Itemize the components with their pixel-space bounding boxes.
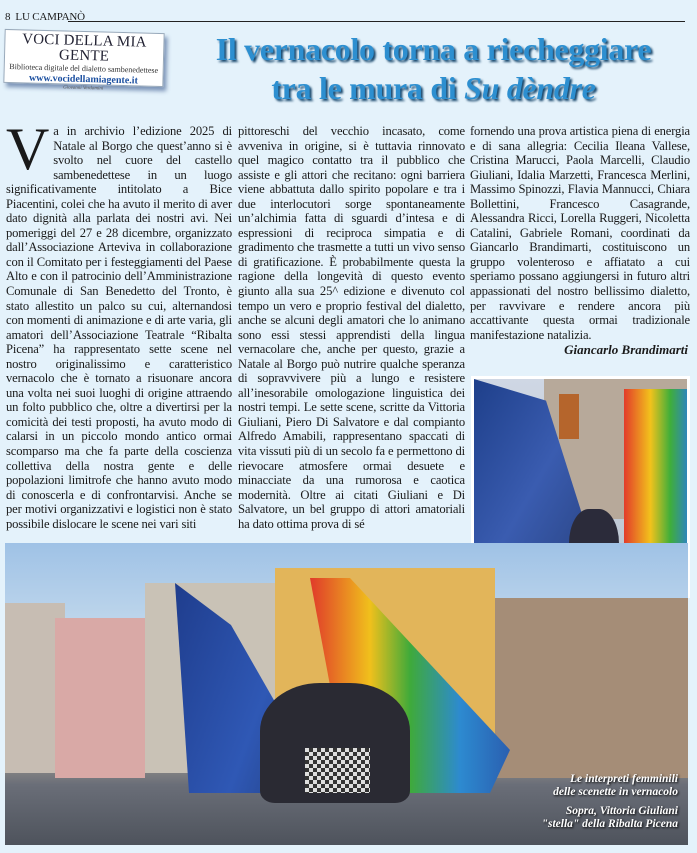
title-line-1: Il vernacolo torna a riecheggiare [215,31,652,67]
page-number: 8 [5,11,11,23]
logo-author: Giovanni Verdamini [63,85,104,92]
article-column-3 [470,124,690,342]
caption-line: Le interpreti femminili [570,773,678,785]
article-column-1 [6,116,232,531]
article-title [170,30,697,108]
photo-caption-2 [542,805,678,831]
publication-name: LU CAMPANÒ [15,11,85,23]
title-line-2: tra le mura di [271,70,465,106]
article-column-2 [238,124,465,531]
drop-cap: V [6,116,50,182]
column-1-text: a in archivio l’edizione 2025 di Natale al Borgo che quest’anno si è svolto nel cuore del castello sambenedettese in un luogo significativamente intitolato a Bice Piacentini, colei che ha avuto il merito di aver dato dignità alla parlata dei nostri avi. Nei pomeriggi del 27 e 28 dicembre, organizzato dall’Associazione Arteviva in collaborazione con il Comitato per i festeggiamenti del Paese Alto e con il patrocinio dell’Amministrazione Comunale di San Benedetto del Tronto, è stato allestito un palco su cui, alternandosi con momenti di animazione e di arte varia, gli amatori dell’Associazione Teatrale “Ribalta Picena” ha rappresentato sette scene nel nostro originalissimo e caratteristico vernacolo che è tornato a risuonare ancora una volta nei suoi luoghi di origine attraendo un folto pubblico che, oltre a divertirsi per la comicità dei testi proposti, ha avuto modo di calarsi in un piccolo mondo antico ormai scomparso ma che fa parte della coscienza collettiva della nostra gente e delle popolazioni limitrofe che hanno avuto modo di conoscerla e di confrontarvisi. Anche se per motivi organizzativi e logistici non è stato possibile dislocare le scene nei vari siti [6,124,232,531]
header-rule [68,21,685,22]
photo-caption-1 [553,773,678,799]
logo-title: VOCI DELLA MIA GENTE [22,31,147,65]
caption-line: delle scenette in vernacolo [553,786,678,798]
logo-subtitle: Biblioteca digitale del dialetto sambenedettese [9,62,159,75]
column-2-text: pittoreschi del vecchio incasato, come avveniva in origine, si è tuttavia rinnovato quel magico contatto tra il pubblico che assiste e gli attori che recitano: ogni barriera viene abbattuta dallo spirito popolare e tra i due interlocutori sorge spontaneamente un’alchimia fatta di sguardi d’intesa e di espressioni di reciproca simpatia e di gradimento che trasmette a tutti un vivo senso di gratificazione. È probabilmente questa la ragione della longevità di questo evento giunto alla sua 25^ edizione e divenuto col tempo un vero e proprio festival del dialetto, anche se alcuni degli amatori che lo animano sono essi stessi apprendisti della lingua vernacolare che, anche per questo, grazie a Natale al Borgo può nutrire qualche speranza di sopravvivere più a lungo e resistere all’inesorabile omologazione linguistica dei nostri tempi. Le sette scene, scritte da Vittoria Giuliani, Piero Di Salvatore e dal compianto Alfredo Amabili, rappresentano spaccati di vita vissuti più di un secolo fa e permettono di rievocare atmosfere ormai desuete e minacciate da una rumorosa e caotica modernità. Oltre ai citati Giuliani e Di Salvatore, un bel gruppo di attori amatoriali ha dato ottima prova di sé [238,124,465,531]
title-italic: Su dèndre [464,70,596,106]
caption-line: Sopra, Vittoria Giuliani [565,805,678,817]
author-signature: Giancarlo Brandimarti [564,342,688,357]
voci-logo [3,29,164,92]
main-photo [5,543,688,845]
column-3-text: fornendo una prova artistica piena di energia e di sana allegria: Cecilia Ileana Vallese, Cristina Marucci, Paola Marcelli, Claudio Giuliani, Idalia Marzetti, Francesca Merlini, Massimo Spinozzi, Flavia Mannucci, Chiara Bollettini, Francesco Casagrande, Alessandra Ricci, Lorella Ruggeri, Nicoletta Catalini, Gabriele Romani, coordinati da Giancarlo Brandimarti, costituiscono un gruppo volenteroso e affiatato a cui speriamo possano aggiungersi in futuro altri appassionati del nostro bellissimo dialetto, per ravvivare e rendere ancora più accattivante questa ormai tradizionale manifestazione natalizia. [470,124,690,342]
logo-url: www.vocidellamiagente.it [28,72,139,87]
caption-line: "stella" della Ribalta Picena [541,818,678,830]
